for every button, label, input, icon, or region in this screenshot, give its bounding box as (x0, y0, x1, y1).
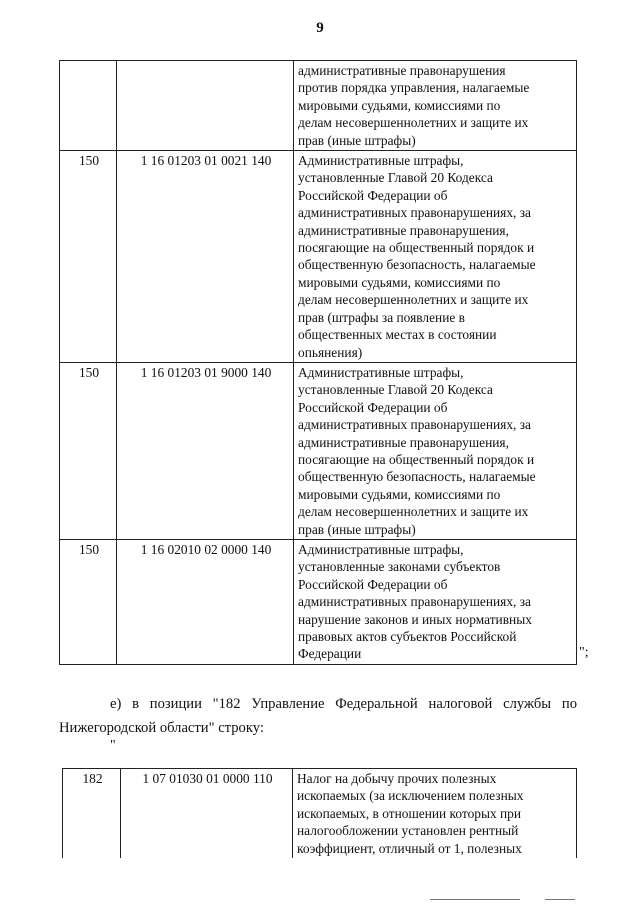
revenue-code-cell: 1 16 01203 01 0021 140 (117, 151, 294, 363)
table-row (60, 151, 577, 363)
admin-code-cell: 150 (60, 539, 117, 664)
page-number: 9 (316, 20, 324, 36)
opening-quote: " (110, 738, 116, 753)
closing-quote: "; (579, 645, 589, 660)
revenue-code-cell: 1 16 02010 02 0000 140 (117, 539, 294, 664)
revenue-code-cell: 1 07 01030 01 0000 110 (121, 769, 293, 859)
description-cell: Налог на добычу прочих полезных ископаемых (за исключением полезных ископаемых, в отношении которых при налогообложении установлен рентный коэффициент, отличный от 1, полезных (293, 769, 577, 859)
table-row (60, 362, 577, 539)
amendment-paragraph-line-1: е) в позиции "182 Управление Федеральной налоговой службы по (110, 696, 577, 712)
admin-code-cell: 150 (60, 362, 117, 539)
revenue-code-cell: 1 16 01203 01 9000 140 (117, 362, 294, 539)
description-cell: Административные штрафы, установленные Главой 20 Кодекса Российской Федерации об административных правонарушениях, за административные правонарушения, посягающие на общественный порядок и общественную безопасность, налагаемые мировыми судьями, комиссиями по делам несовершеннолетних и защите их прав (иные штрафы) (294, 362, 577, 539)
description-cell: Административные штрафы, установленные Главой 20 Кодекса Российской Федерации об административных правонарушениях, за административные правонарушения, посягающие на общественный порядок и общественную безопасность, налагаемые мировыми судьями, комиссиями по делам несовершеннолетних и защите их прав (штрафы за появление в общественных местах в состоянии опьянения) (294, 151, 577, 363)
description-cell: Административные штрафы, установленные законами субъектов Российской Федерации об административных правонарушениях, за нарушение законов и иных нормативных правовых актов субъектов Российской Федерации (294, 539, 577, 664)
admin-code-cell (60, 61, 117, 151)
admin-code-cell: 182 (63, 769, 121, 859)
description-cell: административные правонарушения против порядка управления, налагаемые мировыми судьями, комиссиями по делам несовершеннолетних и защите их прав (иные штрафы) (294, 61, 577, 151)
amendment-paragraph-line-2: Нижегородской области" строку: (59, 720, 264, 736)
revenue-code-cell (117, 61, 294, 151)
admin-code-cell: 150 (60, 151, 117, 363)
table-row (60, 61, 577, 151)
table-row (60, 539, 577, 664)
scan-artifact-line (430, 899, 520, 900)
table-row (63, 769, 577, 859)
scan-artifact-line (545, 899, 575, 900)
budget-codes-table (59, 60, 577, 665)
new-row-table (62, 768, 577, 858)
